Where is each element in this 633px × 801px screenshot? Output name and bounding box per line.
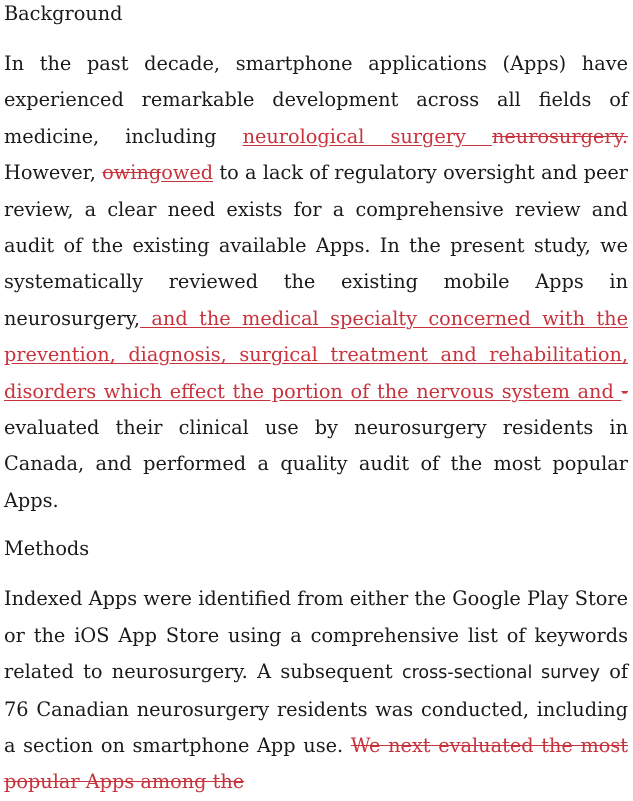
body-text: to a lack of regulatory oversight and peer review, a clear need exists for a comprehensive review and audit of the existing available Apps. In the present study, we systematically reviewed the existing mobile Apps in neurosurgery, (4, 161, 629, 330)
paragraph-background (4, 46, 628, 519)
inserted-text: and the medical specialty concerned with the prevention, diagnosis, surgical treatment and rehabilitation, disorders which effect the portion of the nervous system and (4, 306, 628, 403)
paragraph-methods (4, 581, 628, 800)
section-heading-background: Background (4, 2, 123, 25)
document-body (4, 0, 628, 801)
body-text: In the past decade, smartphone applications (Apps) have experienced remarkable development across all fields of medicine, including (4, 52, 628, 148)
deleted-text: - (621, 379, 628, 403)
deleted-text: neurosurgery. (491, 124, 629, 148)
deleted-text: owing (102, 161, 162, 185)
body-text: Indexed Apps were identified from either the Google Play Store or the iOS App Store using a comprehensive list of keywords related to neurosurgery. A subsequent (4, 587, 628, 684)
body-text: evaluated their clinical use by neurosurgery residents in Canada, and performed a quality audit of the most popular Apps. (4, 416, 628, 512)
inserted-text: neurological surgery (242, 124, 492, 148)
inserted-text: owed (161, 161, 214, 185)
body-text: of 76 Canadian neurosurgery residents was conducted, including a section on smartphone App use. (4, 660, 629, 757)
deleted-text: We next evaluated the most popular Apps among the (4, 733, 628, 794)
body-text-sans: cross-sectional survey (402, 663, 600, 684)
section-heading-methods: Methods (4, 537, 90, 561)
body-text: However, (4, 161, 103, 185)
